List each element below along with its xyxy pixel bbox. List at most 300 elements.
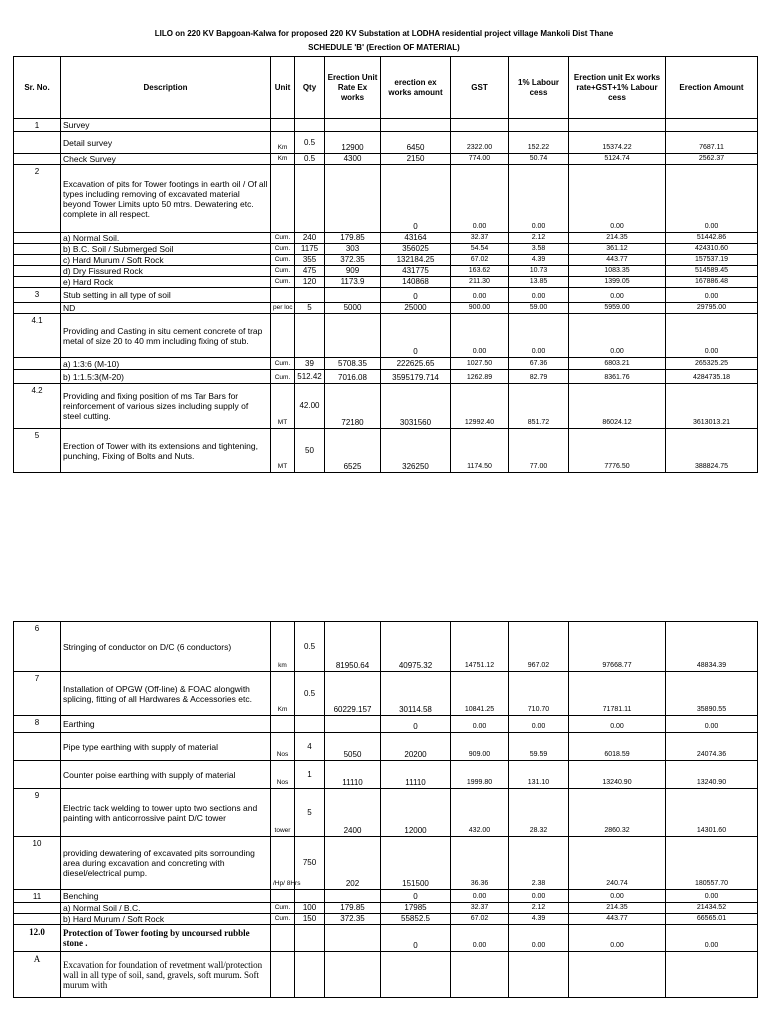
cell-amount	[381, 119, 451, 132]
cell-sr-no: 10	[14, 837, 61, 890]
cell-unit	[271, 890, 295, 903]
cell-erection-amount: 21434.52	[666, 903, 758, 914]
cell-gst: 0.00	[451, 314, 509, 358]
cell-unit: Nos	[271, 733, 295, 761]
table-row	[14, 384, 758, 429]
cell-labour-cess: 0.00	[509, 716, 569, 733]
cell-rate: 81950.64	[325, 622, 381, 672]
table-row	[14, 303, 758, 314]
cell-amount: 0	[381, 314, 451, 358]
cell-rate: 202	[325, 837, 381, 890]
cell-rate	[325, 119, 381, 132]
cell-gst: 67.02	[451, 914, 509, 925]
cell-gst: 67.02	[451, 255, 509, 266]
cell-unit	[271, 165, 295, 233]
cell-unit-ex-works: 13240.90	[569, 761, 666, 789]
cell-sr-no: 4.2	[14, 384, 61, 429]
cell-qty	[295, 288, 325, 303]
cell-sr-no	[14, 733, 61, 761]
cell-unit-ex-works: 0.00	[569, 165, 666, 233]
cell-amount: 0	[381, 288, 451, 303]
cell-qty: 42.00	[295, 384, 325, 429]
cell-labour-cess: 2.38	[509, 837, 569, 890]
cell-labour-cess: 0.00	[509, 288, 569, 303]
erection-schedule-table-1	[13, 56, 758, 473]
cell-rate: 1173.9	[325, 277, 381, 288]
cell-rate: 60229.157	[325, 672, 381, 716]
cell-qty	[295, 952, 325, 998]
cell-erection-amount	[666, 952, 758, 998]
cell-unit-ex-works: 7776.50	[569, 429, 666, 473]
cell-unit-ex-works: 443.77	[569, 255, 666, 266]
cell-amount: 151500	[381, 837, 451, 890]
cell-gst: 1999.80	[451, 761, 509, 789]
cell-labour-cess: 77.00	[509, 429, 569, 473]
cell-description: Providing and fixing position of ms Tar Bars for reinforcement of various sizes including supply of steel cutting.	[61, 384, 271, 429]
cell-gst: 14751.12	[451, 622, 509, 672]
cell-unit: per loc	[271, 303, 295, 314]
cell-erection-amount: 157537.19	[666, 255, 758, 266]
cell-unit: Nos	[271, 761, 295, 789]
table-header-row	[14, 57, 758, 119]
col-header-unit-ex-works: Erection unit Ex works rate+GST+1% Labour cess	[569, 57, 666, 119]
cell-amount: 0	[381, 716, 451, 733]
table-row	[14, 761, 758, 789]
cell-gst: 909.00	[451, 733, 509, 761]
cell-labour-cess	[509, 119, 569, 132]
table-row	[14, 925, 758, 952]
table-row	[14, 119, 758, 132]
cell-description: Benching	[61, 890, 271, 903]
cell-unit-ex-works: 8361.76	[569, 370, 666, 384]
table-row	[14, 266, 758, 277]
cell-unit-ex-works: 5124.74	[569, 154, 666, 165]
cell-labour-cess: 67.36	[509, 358, 569, 370]
cell-unit-ex-works: 0.00	[569, 890, 666, 903]
cell-sr-no	[14, 244, 61, 255]
cell-rate: 12900	[325, 132, 381, 154]
cell-unit	[271, 925, 295, 952]
table-row	[14, 358, 758, 370]
cell-gst: 12992.40	[451, 384, 509, 429]
cell-qty: 4	[295, 733, 325, 761]
cell-unit-ex-works: 361.12	[569, 244, 666, 255]
cell-unit-ex-works: 0.00	[569, 314, 666, 358]
cell-erection-amount: 24074.36	[666, 733, 758, 761]
col-header-rate: Erection Unit Rate Ex works	[325, 57, 381, 119]
cell-erection-amount	[666, 119, 758, 132]
cell-gst: 163.62	[451, 266, 509, 277]
cell-qty	[295, 890, 325, 903]
cell-erection-amount: 265325.25	[666, 358, 758, 370]
cell-gst: 0.00	[451, 890, 509, 903]
cell-sr-no: 12.0	[14, 925, 61, 952]
cell-qty	[295, 716, 325, 733]
table-row	[14, 952, 758, 998]
col-header-sr-no: Sr. No.	[14, 57, 61, 119]
cell-gst: 432.00	[451, 789, 509, 837]
cell-unit-ex-works: 6803.21	[569, 358, 666, 370]
cell-rate: 7016.08	[325, 370, 381, 384]
cell-amount: 30114.58	[381, 672, 451, 716]
cell-description: Providing and Casting in situ cement concrete of trap metal of size 20 to 40 mm including fixing of stub.	[61, 314, 271, 358]
cell-labour-cess: 710.70	[509, 672, 569, 716]
cell-unit-ex-works: 6018.59	[569, 733, 666, 761]
col-header-description: Description	[61, 57, 271, 119]
cell-erection-amount: 0.00	[666, 288, 758, 303]
cell-sr-no	[14, 370, 61, 384]
cell-labour-cess: 59.59	[509, 733, 569, 761]
cell-amount: 17985	[381, 903, 451, 914]
cell-amount: 25000	[381, 303, 451, 314]
cell-erection-amount: 66565.01	[666, 914, 758, 925]
cell-rate	[325, 952, 381, 998]
cell-erection-amount: 4284735.18	[666, 370, 758, 384]
cell-erection-amount: 0.00	[666, 716, 758, 733]
cell-unit: Cum.	[271, 244, 295, 255]
cell-unit: Cum.	[271, 266, 295, 277]
cell-rate: 372.35	[325, 914, 381, 925]
cell-unit-ex-works: 97668.77	[569, 622, 666, 672]
cell-erection-amount: 7687.11	[666, 132, 758, 154]
cell-amount: 40975.32	[381, 622, 451, 672]
document-title: LILO on 220 KV Bapgoan-Kalwa for proposed 220 KV Substation at LODHA residential project village Mankoli Dist Thane	[154, 29, 614, 38]
cell-rate: 5708.35	[325, 358, 381, 370]
cell-rate: 303	[325, 244, 381, 255]
cell-rate: 5050	[325, 733, 381, 761]
cell-erection-amount: 48834.39	[666, 622, 758, 672]
cell-unit	[271, 288, 295, 303]
cell-labour-cess: 0.00	[509, 165, 569, 233]
cell-description: Detail survey	[61, 132, 271, 154]
cell-unit-ex-works: 0.00	[569, 925, 666, 952]
cell-sr-no	[14, 266, 61, 277]
cell-rate	[325, 165, 381, 233]
cell-qty: 39	[295, 358, 325, 370]
cell-gst: 32.37	[451, 903, 509, 914]
cell-description: e) Hard Rock	[61, 277, 271, 288]
cell-sr-no: 3	[14, 288, 61, 303]
cell-rate	[325, 288, 381, 303]
cell-description: Excavation for foundation of revetment wall/protection wall in all type of soil, sand, gravels, soft murum. Soft murum with	[61, 952, 271, 998]
cell-description: Stringing of conductor on D/C (6 conductors)	[61, 622, 271, 672]
cell-erection-amount: 0.00	[666, 314, 758, 358]
cell-labour-cess: 0.00	[509, 314, 569, 358]
cell-gst: 1262.89	[451, 370, 509, 384]
cell-rate: 372.35	[325, 255, 381, 266]
cell-rate: 5000	[325, 303, 381, 314]
cell-sr-no	[14, 303, 61, 314]
cell-qty: 0.5	[295, 622, 325, 672]
cell-qty: 5	[295, 789, 325, 837]
cell-qty: 240	[295, 233, 325, 244]
cell-amount: 6450	[381, 132, 451, 154]
cell-labour-cess: 28.32	[509, 789, 569, 837]
cell-description: b) 1:1.5:3(M-20)	[61, 370, 271, 384]
cell-qty: 100	[295, 903, 325, 914]
cell-sr-no: 2	[14, 165, 61, 233]
cell-rate	[325, 890, 381, 903]
cell-rate	[325, 716, 381, 733]
cell-erection-amount: 388824.75	[666, 429, 758, 473]
cell-gst: 900.00	[451, 303, 509, 314]
cell-erection-amount: 180557.70	[666, 837, 758, 890]
cell-labour-cess: 131.10	[509, 761, 569, 789]
cell-unit: MT	[271, 384, 295, 429]
cell-labour-cess: 13.85	[509, 277, 569, 288]
cell-labour-cess: 4.39	[509, 255, 569, 266]
cell-description: providing dewatering of excavated pits sorrounding area during excavation and concreting with diesel/electrical pump.	[61, 837, 271, 890]
cell-gst: 2322.00	[451, 132, 509, 154]
cell-qty: 5	[295, 303, 325, 314]
cell-sr-no: 5	[14, 429, 61, 473]
table-row	[14, 837, 758, 890]
cell-qty	[295, 314, 325, 358]
cell-description: Electric tack welding to tower upto two sections and painting with anticorrossive paint D/C tower	[61, 789, 271, 837]
cell-qty: 750	[295, 837, 325, 890]
cell-amount: 431775	[381, 266, 451, 277]
table-row	[14, 716, 758, 733]
cell-unit: Cum.	[271, 233, 295, 244]
cell-sr-no	[14, 132, 61, 154]
cell-qty: 150	[295, 914, 325, 925]
cell-rate: 72180	[325, 384, 381, 429]
cell-sr-no: 11	[14, 890, 61, 903]
cell-amount: 326250	[381, 429, 451, 473]
table-row	[14, 370, 758, 384]
cell-amount: 0	[381, 925, 451, 952]
cell-rate: 6525	[325, 429, 381, 473]
table-row	[14, 789, 758, 837]
cell-sr-no: 1	[14, 119, 61, 132]
cell-rate	[325, 314, 381, 358]
col-header-erection-amount: Erection Amount	[666, 57, 758, 119]
cell-erection-amount: 0.00	[666, 925, 758, 952]
cell-unit: Km	[271, 132, 295, 154]
cell-qty: 355	[295, 255, 325, 266]
cell-description: Installation of OPGW (Off-line) & FOAC alongwith splicing, fitting of all Hardwares & Accessories etc.	[61, 672, 271, 716]
cell-unit	[271, 716, 295, 733]
table-row	[14, 622, 758, 672]
cell-gst: 211.30	[451, 277, 509, 288]
cell-unit: /Hp/ 8Hrs	[271, 837, 295, 890]
cell-rate: 179.85	[325, 903, 381, 914]
cell-labour-cess: 851.72	[509, 384, 569, 429]
cell-amount: 0	[381, 165, 451, 233]
cell-sr-no: 6	[14, 622, 61, 672]
cell-unit-ex-works: 5959.00	[569, 303, 666, 314]
cell-unit: Cum.	[271, 255, 295, 266]
cell-amount: 3595179.714	[381, 370, 451, 384]
cell-description: b) Hard Murum / Soft Rock	[61, 914, 271, 925]
cell-amount: 0	[381, 890, 451, 903]
cell-qty: 50	[295, 429, 325, 473]
cell-unit: Cum.	[271, 914, 295, 925]
table-row	[14, 165, 758, 233]
table-row	[14, 314, 758, 358]
cell-gst: 0.00	[451, 925, 509, 952]
cell-erection-amount: 424310.60	[666, 244, 758, 255]
cell-description: Survey	[61, 119, 271, 132]
cell-gst: 1027.50	[451, 358, 509, 370]
cell-sr-no	[14, 255, 61, 266]
cell-gst: 1174.50	[451, 429, 509, 473]
cell-labour-cess: 0.00	[509, 925, 569, 952]
cell-description: ND	[61, 303, 271, 314]
cell-gst: 0.00	[451, 165, 509, 233]
cell-labour-cess	[509, 952, 569, 998]
cell-sr-no: 7	[14, 672, 61, 716]
table-row	[14, 277, 758, 288]
cell-qty: 0.5	[295, 132, 325, 154]
cell-amount: 356025	[381, 244, 451, 255]
cell-erection-amount: 0.00	[666, 890, 758, 903]
cell-unit-ex-works: 0.00	[569, 716, 666, 733]
cell-description: Counter poise earthing with supply of material	[61, 761, 271, 789]
cell-labour-cess: 59.00	[509, 303, 569, 314]
cell-qty: 0.5	[295, 672, 325, 716]
cell-unit-ex-works: 2860.32	[569, 789, 666, 837]
cell-unit-ex-works: 71781.11	[569, 672, 666, 716]
cell-gst	[451, 952, 509, 998]
cell-amount: 55852.5	[381, 914, 451, 925]
table-row	[14, 890, 758, 903]
cell-unit: Cum.	[271, 358, 295, 370]
erection-schedule-table-2	[13, 621, 758, 998]
cell-sr-no: 9	[14, 789, 61, 837]
cell-labour-cess: 10.73	[509, 266, 569, 277]
cell-description: c) Hard Murum / Soft Rock	[61, 255, 271, 266]
cell-qty: 1	[295, 761, 325, 789]
cell-rate: 4300	[325, 154, 381, 165]
cell-labour-cess: 2.12	[509, 233, 569, 244]
cell-amount: 132184.25	[381, 255, 451, 266]
cell-amount: 2150	[381, 154, 451, 165]
cell-labour-cess: 0.00	[509, 890, 569, 903]
cell-labour-cess: 967.02	[509, 622, 569, 672]
table-row	[14, 903, 758, 914]
cell-labour-cess: 2.12	[509, 903, 569, 914]
col-header-labour-cess: 1% Labour cess	[509, 57, 569, 119]
cell-description: Protection of Tower footing by uncoursed rubble stone .	[61, 925, 271, 952]
cell-qty: 1175	[295, 244, 325, 255]
cell-unit: Cum.	[271, 277, 295, 288]
cell-qty	[295, 165, 325, 233]
table-row	[14, 154, 758, 165]
cell-amount: 140868	[381, 277, 451, 288]
cell-amount	[381, 952, 451, 998]
cell-gst: 54.54	[451, 244, 509, 255]
cell-unit-ex-works: 15374.22	[569, 132, 666, 154]
cell-gst: 32.37	[451, 233, 509, 244]
cell-qty: 120	[295, 277, 325, 288]
table-row	[14, 429, 758, 473]
cell-gst: 0.00	[451, 716, 509, 733]
table-row	[14, 255, 758, 266]
cell-qty	[295, 925, 325, 952]
cell-unit-ex-works: 214.35	[569, 903, 666, 914]
cell-rate: 179.85	[325, 233, 381, 244]
cell-sr-no	[14, 277, 61, 288]
cell-unit	[271, 952, 295, 998]
cell-unit-ex-works: 240.74	[569, 837, 666, 890]
cell-gst: 36.36	[451, 837, 509, 890]
cell-qty: 0.5	[295, 154, 325, 165]
cell-description: a) Normal Soil / B.C.	[61, 903, 271, 914]
cell-description: Earthing	[61, 716, 271, 733]
cell-erection-amount: 3613013.21	[666, 384, 758, 429]
cell-unit: Cum.	[271, 370, 295, 384]
cell-sr-no: 4.1	[14, 314, 61, 358]
schedule-subtitle: SCHEDULE 'B' (Erection OF MATERIAL)	[308, 43, 460, 52]
cell-amount: 12000	[381, 789, 451, 837]
cell-sr-no: A	[14, 952, 61, 998]
cell-amount: 222625.65	[381, 358, 451, 370]
table-row	[14, 288, 758, 303]
cell-description: d) Dry Fissured Rock	[61, 266, 271, 277]
cell-sr-no	[14, 761, 61, 789]
cell-labour-cess: 50.74	[509, 154, 569, 165]
cell-unit	[271, 314, 295, 358]
cell-description: Erection of Tower with its extensions and tightening, punching, Fixing of Bolts and Nuts.	[61, 429, 271, 473]
cell-unit-ex-works: 1083.35	[569, 266, 666, 277]
cell-unit: Km	[271, 672, 295, 716]
table-row	[14, 244, 758, 255]
table-row	[14, 733, 758, 761]
cell-unit-ex-works: 1399.05	[569, 277, 666, 288]
cell-erection-amount: 167886.48	[666, 277, 758, 288]
cell-description: a) 1:3:6 (M-10)	[61, 358, 271, 370]
table-row	[14, 132, 758, 154]
cell-sr-no: 8	[14, 716, 61, 733]
cell-unit	[271, 119, 295, 132]
cell-erection-amount: 51442.86	[666, 233, 758, 244]
cell-description: Check Survey	[61, 154, 271, 165]
table-row	[14, 672, 758, 716]
cell-labour-cess: 82.79	[509, 370, 569, 384]
cell-unit-ex-works	[569, 952, 666, 998]
table-row	[14, 914, 758, 925]
cell-labour-cess: 3.58	[509, 244, 569, 255]
cell-erection-amount: 14301.60	[666, 789, 758, 837]
cell-erection-amount: 35890.55	[666, 672, 758, 716]
cell-unit-ex-works: 86024.12	[569, 384, 666, 429]
col-header-gst: GST	[451, 57, 509, 119]
cell-description: Stub setting in all type of soil	[61, 288, 271, 303]
cell-sr-no	[14, 233, 61, 244]
cell-erection-amount: 0.00	[666, 165, 758, 233]
cell-description: a) Normal Soil.	[61, 233, 271, 244]
cell-erection-amount: 13240.90	[666, 761, 758, 789]
cell-sr-no	[14, 154, 61, 165]
cell-amount: 20200	[381, 733, 451, 761]
cell-qty: 475	[295, 266, 325, 277]
cell-sr-no	[14, 903, 61, 914]
cell-unit-ex-works: 443.77	[569, 914, 666, 925]
cell-unit: MT	[271, 429, 295, 473]
cell-rate: 909	[325, 266, 381, 277]
cell-description: Excavation of pits for Tower footings in earth oil / Of all types including removing of excavated material beyond Tower Limits upto 50 mtrs. Dewatering etc. complete in all respect.	[61, 165, 271, 233]
cell-description: Pipe type earthing with supply of material	[61, 733, 271, 761]
cell-sr-no	[14, 914, 61, 925]
col-header-unit: Unit	[271, 57, 295, 119]
cell-erection-amount: 2562.37	[666, 154, 758, 165]
cell-erection-amount: 29795.00	[666, 303, 758, 314]
cell-gst: 0.00	[451, 288, 509, 303]
cell-qty: 512.42	[295, 370, 325, 384]
cell-unit: km	[271, 622, 295, 672]
cell-labour-cess: 4.39	[509, 914, 569, 925]
